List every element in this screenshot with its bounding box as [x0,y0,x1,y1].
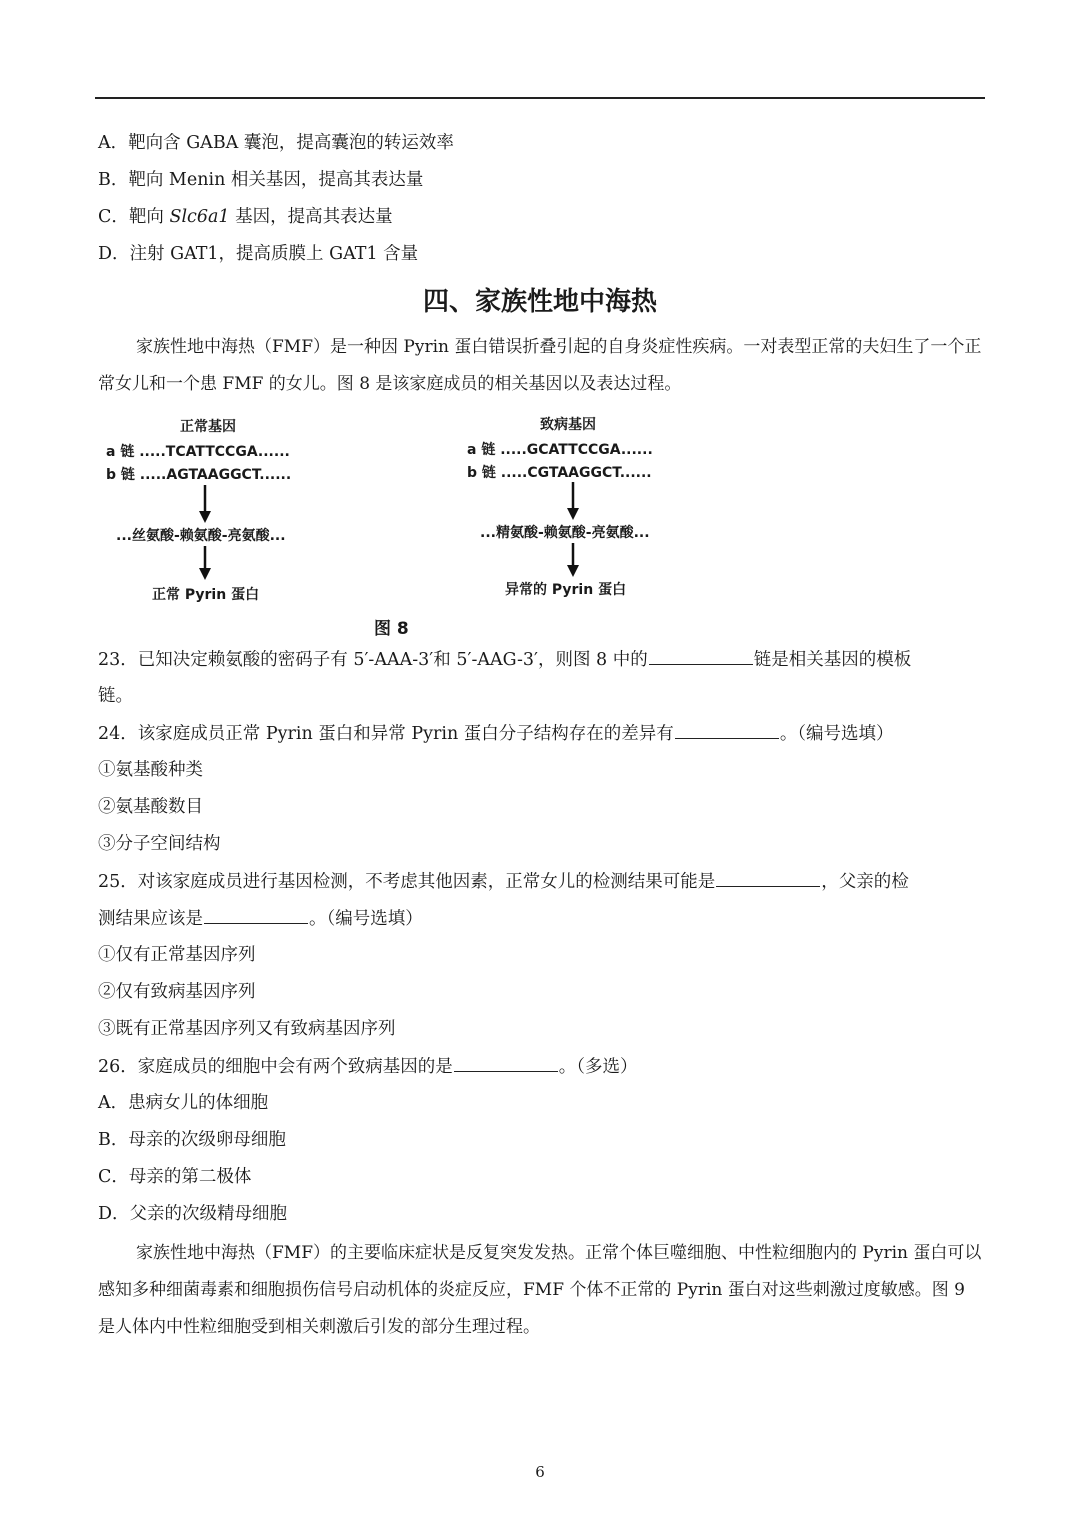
option-b: B．靶向 Menin 相关基因，提高其表达量 [98,170,424,190]
normal-amino-acids: ...丝氨酸-赖氨酸-亮氨酸... [116,528,286,544]
q26-option-d: D．父亲的次级精母细胞 [98,1204,288,1224]
answer-blank[interactable] [649,648,753,665]
disease-amino-acids: ...精氨酸-赖氨酸-亮氨酸... [480,525,650,541]
disease-arrow-2 [566,543,580,577]
option-d: D．注射 GAT1，提高质膜上 GAT1 含量 [98,244,419,264]
question-23-cont: 链。 [98,686,133,706]
header-rule [95,97,985,99]
answer-blank[interactable] [716,870,820,887]
page-number: 6 [535,1463,545,1481]
disease-gene-title: 致病基因 [540,417,596,433]
question-25-cont [98,907,423,930]
q23-text-2: 链是相关基因的模板 [753,650,912,670]
intro-paragraph: 家族性地中海热（FMF）是一种因 Pyrin 蛋白错误折叠引起的自身炎症性疾病。一对表型正常的夫妇生了一个正常女儿和一个患 FMF 的女儿。图 8 是该家庭成员的相关基因以及表达过程。 [98,337,982,394]
disease-b-chain: b 链 .....CGTAAGGCT...... [467,465,652,481]
question-26 [98,1055,638,1078]
q25-text-2: ，父亲的检 [821,872,909,892]
answer-blank[interactable] [454,1055,558,1072]
normal-a-chain: a 链 .....TCATTCCGA...... [106,444,290,460]
q26-text-1: 26．家庭成员的细胞中会有两个致病基因的是 [98,1057,453,1077]
q26-option-a: A．患病女儿的体细胞 [98,1093,269,1113]
disease-arrow-1 [566,482,580,520]
section-title: 四、家族性地中海热 [422,287,657,317]
q24-option-3: ③分子空间结构 [98,834,221,854]
normal-arrow-2 [198,546,212,580]
outro-paragraph: 家族性地中海热（FMF）的主要临床症状是反复突发发热。正常个体巨噬细胞、中性粒细胞内的 Pyrin 蛋白可以感知多种细菌毒素和细胞损伤信号启动机体的炎症反应，FMF 个体不正常的 Pyrin 蛋白对这些刺激过度敏感。图 9 是人体内中性粒细胞受到相关刺激后引发的部分生理过程。 [98,1243,982,1337]
q25-option-1: ①仅有正常基因序列 [98,945,256,965]
normal-arrow-1 [198,485,212,523]
normal-gene-title: 正常基因 [180,419,236,435]
question-24 [98,722,894,745]
option-c-suffix: 基因，提高其表达量 [229,207,393,227]
q26-text-2: 。（多选） [558,1057,638,1077]
normal-b-chain: b 链 .....AGTAAGGCT...... [106,467,292,483]
option-a: A．靶向含 GABA 囊泡，提高囊泡的转运效率 [98,133,454,153]
q25-text-4: 。（编号选填） [309,909,423,929]
option-c [98,206,393,228]
q26-option-c: C．母亲的第二极体 [98,1167,252,1187]
q24-text-1: 24．该家庭成员正常 Pyrin 蛋白和异常 Pyrin 蛋白分子结构存在的差异有 [98,724,674,744]
q25-option-2: ②仅有致病基因序列 [98,982,256,1002]
q24-option-2: ②氨基酸数目 [98,797,203,817]
q23-text-1: 23．已知决定赖氨酸的密码子有 5′-AAA-3′和 5′-AAG-3′，则图 8 中的 [98,650,648,670]
answer-blank[interactable] [204,907,308,924]
disease-a-chain: a 链 .....GCATTCCGA...... [467,442,653,458]
question-25 [98,870,909,893]
q24-text-2: 。（编号选填） [779,724,894,744]
gene-name-italic: Slc6a1 [169,207,230,227]
option-c-prefix: C．靶向 [98,207,170,227]
q25-text-3: 测结果应该是 [98,909,203,929]
disease-protein: 异常的 Pyrin 蛋白 [505,582,627,598]
q25-option-3: ③既有正常基因序列又有致病基因序列 [98,1019,396,1039]
q25-text-1: 25．对该家庭成员进行基因检测，不考虑其他因素，正常女儿的检测结果可能是 [98,872,716,892]
q24-option-1: ①氨基酸种类 [98,760,203,780]
normal-protein: 正常 Pyrin 蛋白 [152,587,260,603]
question-23 [98,648,911,671]
figure-8-caption: 图 8 [374,619,409,639]
answer-blank[interactable] [675,722,779,739]
q26-option-b: B．母亲的次级卵母细胞 [98,1130,286,1150]
